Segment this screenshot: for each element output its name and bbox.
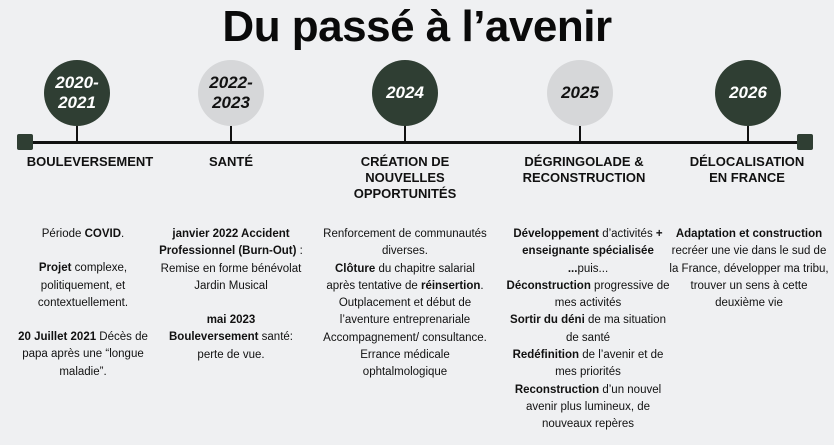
- period-description: [156, 226, 306, 364]
- year-marker: [198, 60, 264, 126]
- year-label: 2022-: [209, 73, 253, 92]
- year-marker: [715, 60, 781, 126]
- year-label: 2026: [729, 83, 767, 102]
- year-label: 2023: [212, 93, 250, 112]
- emphasis-text: Déconstruction: [506, 279, 591, 292]
- period-heading: [499, 154, 669, 186]
- text: Remise en forme bénévolat Jardin Musical: [160, 262, 302, 292]
- description-paragraph: [503, 347, 673, 382]
- text: puis...: [577, 262, 609, 275]
- description-paragraph: [323, 347, 488, 382]
- emphasis-text: Reconstruction: [514, 383, 600, 396]
- text: progressive de mes activités: [554, 279, 670, 310]
- emphasis-text: Développement: [513, 228, 600, 240]
- emphasis-text: COVID: [84, 228, 122, 240]
- period-heading: [662, 154, 832, 186]
- description-paragraph: [503, 382, 673, 434]
- description-paragraph: [156, 329, 306, 364]
- emphasis-text: ...: [567, 262, 578, 275]
- emphasis-text: réinsertion: [420, 279, 481, 292]
- timeline-end-cap: [797, 134, 813, 150]
- emphasis-text: Adaptation et construction: [675, 228, 823, 240]
- description-paragraph: [503, 278, 673, 313]
- period-heading: [320, 154, 490, 202]
- emphasis-text: Projet: [38, 262, 72, 275]
- heading-line: EN FRANCE: [709, 170, 785, 185]
- text: de l’avenir et de mes priorités: [555, 349, 664, 379]
- year-marker: [547, 60, 613, 126]
- description-paragraph: [669, 243, 829, 312]
- text: Errance médicale ophtalmologique: [360, 349, 450, 379]
- description-paragraph: [323, 226, 488, 261]
- description-paragraph: [503, 226, 673, 261]
- text: :: [296, 245, 303, 258]
- heading-line: NOUVELLES: [365, 170, 445, 185]
- text: d’un nouvel avenir plus lumineux, de nouveaux repères: [525, 383, 662, 431]
- year-label: 2024: [386, 83, 424, 102]
- timeline-axis: [25, 141, 805, 144]
- year-marker: [372, 60, 438, 126]
- period-description: [503, 226, 673, 434]
- period-description: [669, 226, 829, 312]
- description-paragraph: [156, 312, 306, 329]
- description-paragraph: [323, 261, 488, 347]
- heading-line: DÉLOCALISATION: [689, 154, 805, 169]
- description-paragraph: [503, 261, 673, 278]
- text: de ma situation de santé: [565, 314, 666, 344]
- description-paragraph: [13, 226, 153, 243]
- heading-line: DÉGRINGOLADE &: [524, 154, 644, 169]
- year-label: 2020-: [55, 73, 99, 92]
- heading-line: RECONSTRUCTION: [522, 170, 646, 185]
- text: santé: perte de vue.: [197, 331, 293, 361]
- description-paragraph: [13, 329, 153, 381]
- heading-line: OPPORTUNITÉS: [353, 186, 457, 201]
- text: Décès de papa après une “longue maladie”.: [22, 331, 148, 378]
- emphasis-text: janvier 2022 Accident Professionnel (Burn-Out): [159, 228, 297, 258]
- emphasis-text: Clôture: [335, 262, 376, 275]
- heading-line: BOULEVERSEMENT: [26, 154, 154, 169]
- text: . Outplacement et début de l’aventure entreprenariale Accompagnement/ consultance.: [323, 279, 487, 344]
- heading-line: CRÉATION DE: [360, 154, 450, 169]
- emphasis-text: Sortir du déni: [510, 314, 585, 327]
- period-description: [13, 226, 153, 381]
- year-label: 2021: [58, 93, 96, 112]
- emphasis-text: mai 2023: [206, 314, 256, 327]
- text: du chapitre salarial après tentative de: [326, 262, 475, 292]
- timeline-start-cap: [17, 134, 33, 150]
- year-marker: [44, 60, 110, 126]
- description-paragraph: [669, 226, 829, 243]
- year-label: 2025: [561, 83, 599, 102]
- emphasis-text: 20 Juillet 2021: [18, 331, 97, 344]
- description-paragraph: [156, 261, 306, 296]
- text: d’activités: [599, 228, 656, 240]
- description-paragraph: [503, 312, 673, 347]
- text: recréer une vie dans le sud de la France, développer ma tribu, trouver un sens à cette deuxième vie: [669, 245, 829, 310]
- text: .: [121, 228, 125, 240]
- text: Renforcement de communautés diverses.: [323, 228, 487, 258]
- emphasis-text: Redéfinition: [512, 349, 580, 362]
- emphasis-text: Bouleversement: [168, 331, 259, 344]
- text: Période: [41, 228, 85, 240]
- page-title: Du passé à l’avenir: [222, 2, 612, 51]
- description-paragraph: [13, 260, 153, 312]
- text: complexe, politiquement, et contextuellement.: [37, 262, 129, 309]
- emphasis-text: + enseignante spécialisée: [522, 228, 663, 258]
- period-heading: [146, 154, 316, 170]
- period-description: [323, 226, 488, 382]
- heading-line: SANTÉ: [208, 154, 254, 169]
- description-paragraph: [156, 226, 306, 261]
